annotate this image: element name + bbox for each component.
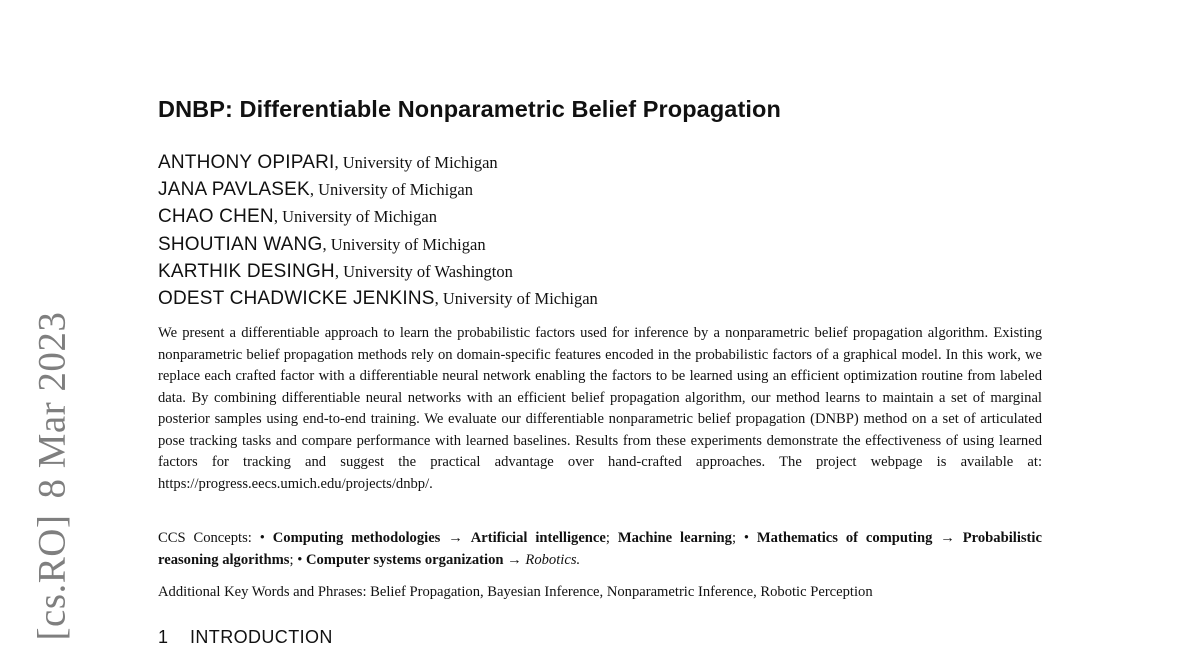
author-affiliation: University of Michigan [282,207,437,227]
author-affiliation: University of Michigan [330,234,486,254]
author-name: CHAO CHEN [158,206,274,228]
ccs-term: Computing methodologies [272,530,441,546]
author-name: JANA PAVLASEK [158,179,310,201]
arxiv-category: [cs.RO] [30,514,74,641]
ccs-term: Machine learning [617,530,732,546]
ccs-term: Mathematics of computing [756,530,933,546]
author-entry: KARTHIK DESINGH, University of Washington [158,260,513,282]
author-affiliation: University of Michigan [442,288,598,308]
ccs-concepts: CCS Concepts: • Computing methodologies → Artificial intelligence; Machine learning; • Mathematics of computing → Probabilistic reasoning algorithms; • Computer systems organization → Robotics. [158,530,1042,568]
keywords: Additional Key Words and Phrases: Belief Propagation, Bayesian Inference, Nonparametric Inference, Robotic Perception [158,584,873,600]
ccs-label: CCS Concepts: [158,530,252,546]
author-entry: JANA PAVLASEK, University of Michigan [158,179,473,201]
author-entry: ODEST CHADWICKE JENKINS, University of Michigan [158,287,598,309]
section-title: INTRODUCTION [190,627,333,647]
author-name: KARTHIK DESINGH [158,260,335,282]
ccs-term: Artificial intelligence [470,530,606,546]
author-affiliation: University of Michigan [342,153,498,172]
paper-title: DNBP: Differentiable Nonparametric Belief Propagation [158,96,781,122]
author-name: ODEST CHADWICKE JENKINS [158,287,435,309]
ccs-term: Probabilistic reasoning algorithms [158,530,1042,568]
author-affiliation: University of Michigan [318,180,473,200]
author-name: SHOUTIAN WANG [158,233,323,255]
abstract: We present a differentiable approach to learn the probabilistic factors used for inference by a nonparametric belief propagation algorithm. Existing nonparametric belief propagation methods rely on domain-specific features encoded in the probabilistic factors of a graphical model. In this work, we replace each crafted factor with a differentiable neural network enabling the factors to be learned using an efficient optimization routine from labeled data. By combining differentiable neural networks with an efficient belief propagation algorithm, our method learns to maintain a set of marginal posterior samples using end-to-end training. We evaluate our differentiable nonparametric belief propagation (DNBP) method on a set of articulated pose tracking tasks and compare performance with learned baselines. Results from these experiments demonstrate the effectiveness of using learned factors for tracking and suggest the practical advantage over hand-crafted approaches. The project webpage is available at: https://progress.eecs.umich.edu/projects/dnbp/. [158,325,1042,492]
author-entry: CHAO CHEN, University of Michigan [158,206,437,228]
author-entry: SHOUTIAN WANG, University of Michigan [158,233,486,255]
arxiv-stamp [30,311,74,641]
author-affiliation: University of Washington [343,261,513,281]
arxiv-date: 8 Mar 2023 [30,311,74,499]
author-name: ANTHONY OPIPARI [158,152,335,173]
author-entry: ANTHONY OPIPARI, University of Michigan [158,152,498,173]
ccs-term: Robotics. [525,551,581,568]
section-heading-introduction [158,627,333,648]
author-list [158,149,598,312]
section-number: 1 [158,627,169,647]
ccs-term: Computer systems organization [305,551,504,568]
